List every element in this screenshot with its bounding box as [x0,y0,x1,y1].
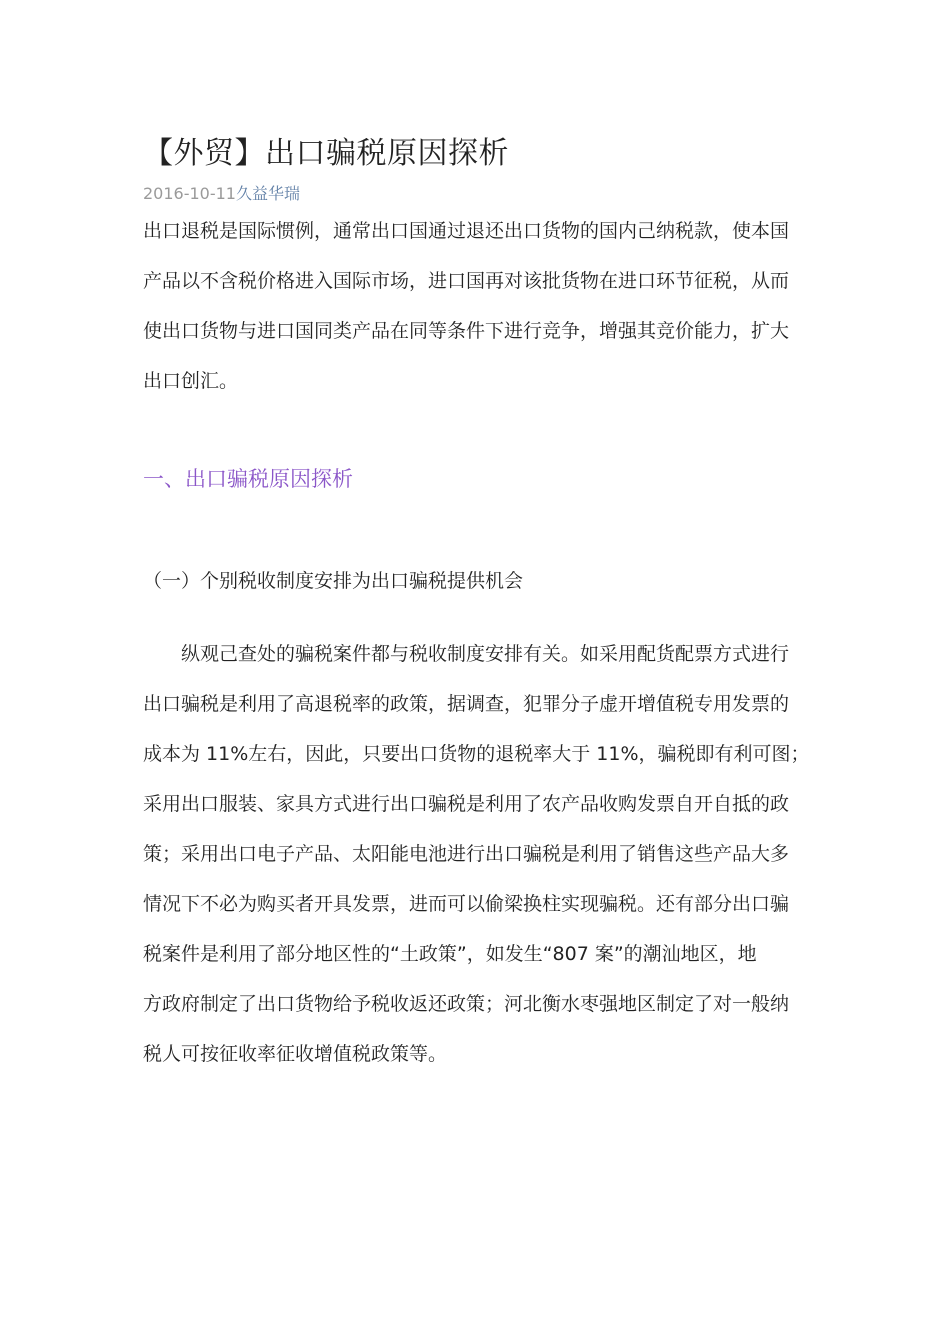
article-title: 【外贸】出口骗税原因探析 [143,136,509,171]
body-paragraph [143,629,810,1079]
paragraph-line: 出口骗税是利用了高退税率的政策，据调查，犯罪分子虚开增值税专用发票的 [143,693,790,715]
paragraph-line: 出口创汇。 [143,370,239,392]
paragraph-line: 方政府制定了出口货物给予税收返还政策；河北衡水枣强地区制定了对一般纳 [143,993,790,1015]
paragraph-line: 情况下不必为购买者开具发票，进而可以偷梁换柱实现骗税。还有部分出口骗 [143,893,790,915]
paragraph-line: 税人可按征收率征收增值税政策等。 [143,1043,448,1065]
publish-date: 2016-10-11 [143,184,236,203]
paragraph-line: 成本为 11%左右，因此，只要出口货物的退税率大于 11%，骗税即有利可图； [143,743,810,765]
author-link[interactable]: 久益华瑞 [235,184,300,203]
sub-heading: （一）个别税收制度安排为出口骗税提供机会 [143,570,524,592]
paragraph-line: 产品以不含税价格进入国际市场，进口国再对该批货物在进口环节征税，从而 [143,270,790,292]
paragraph-line: 出口退税是国际惯例，通常出口国通过退还出口货物的国内己纳税款，使本国 [143,220,790,242]
section-heading: 一、出口骗税原因探析 [143,467,353,491]
intro-paragraph [143,206,798,406]
paragraph-line: 采用出口服装、家具方式进行出口骗税是利用了农产品收购发票自开自抵的政 [143,793,790,815]
paragraph-line: 使出口货物与进口国同类产品在同等条件下进行竞争，增强其竞价能力，扩大 [143,320,790,342]
paragraph-line: 纵观己查处的骗税案件都与税收制度安排有关。如采用配货配票方式进行 [143,643,790,665]
paragraph-line: 策；采用出口电子产品、太阳能电池进行出口骗税是利用了销售这些产品大多 [143,843,790,865]
article-meta [143,181,300,204]
paragraph-line: 税案件是利用了部分地区性的“土政策”，如发生“807 案”的潮汕地区，地 [143,943,757,965]
